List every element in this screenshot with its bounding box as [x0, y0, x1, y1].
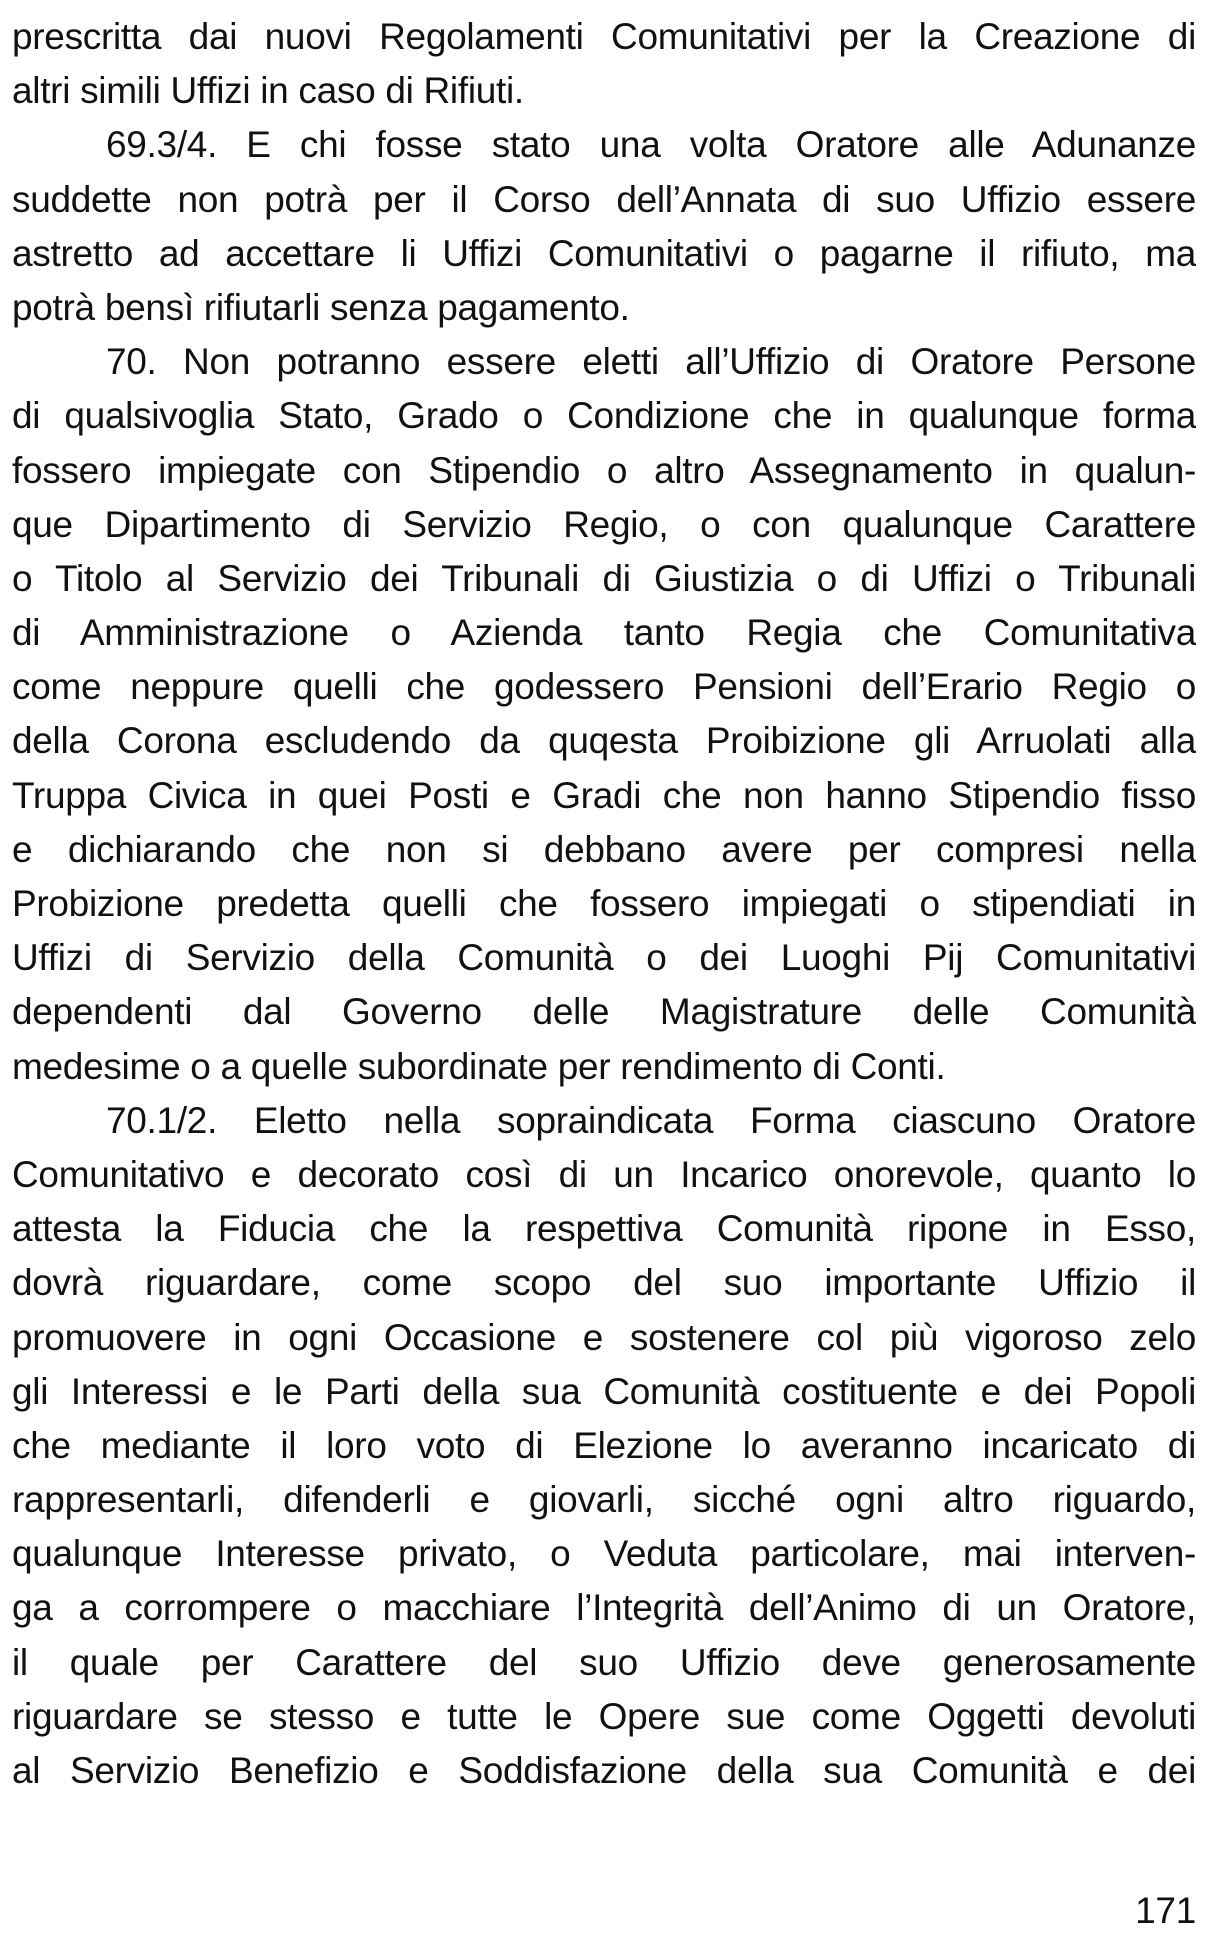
text-line: que Dipartimento di Servizio Regio, o con qualunque Carattere [12, 503, 1196, 545]
text-line: dovrà riguardare, come scopo del suo importante Uffizio il [12, 1262, 1196, 1304]
text-line: al Servizio Benefizio e Soddisfazione della sua Comunità e dei [12, 1750, 1196, 1791]
text-line: di Amministrazione o Azienda tanto Regia che Comunitativa [12, 612, 1196, 654]
text-line: Comunitativo e decorato così di un Incarico onorevole, quanto lo [12, 1153, 1196, 1195]
text-line: qualunque Interesse privato, o Veduta particolare, mai interven- [12, 1533, 1196, 1575]
text-line: il quale per Carattere del suo Uffizio deve generosamente [12, 1641, 1196, 1683]
text-line: prescritta dai nuovi Regolamenti Comunitativi per la Creazione di [12, 16, 1196, 57]
text-line: promuovere in ogni Occasione e sostenere col più vigoroso zelo [12, 1316, 1196, 1358]
paragraph-start-line: 70.1/2. Eletto nella sopraindicata Forma ciascuno Oratore [106, 1099, 1196, 1141]
text-line: fossero impiegate con Stipendio o altro Assegnamento in qualun- [12, 449, 1196, 491]
document-page [12, 10, 1196, 1798]
text-line: di qualsivoglia Stato, Grado o Condizione che in qualunque forma [12, 395, 1196, 437]
text-line: Probizione predetta quelli che fossero impiegati o stipendiati in [12, 883, 1196, 924]
text-line: ga a corrompere o macchiare l’Integrità dell’Animo di un Oratore, [12, 1587, 1196, 1629]
text-line: astretto ad accettare li Uffizi Comunitativi o pagarne il rifiuto, ma [12, 232, 1196, 274]
text-line: Uffizi di Servizio della Comunità o dei Luoghi Pij Comunitativi [12, 937, 1196, 979]
text-line: suddette non potrà per il Corso dell’Annata di suo Uffizio essere [12, 178, 1196, 220]
text-line: Truppa Civica in quei Posti e Gradi che non hanno Stipendio fisso [12, 774, 1196, 816]
text-line: medesime o a quelle subordinate per rendimento di Conti. [12, 1045, 946, 1087]
text-line: o Titolo al Servizio dei Tribunali di Giustizia o di Uffizi o Tribunali [12, 557, 1196, 599]
text-line: come neppure quelli che godessero Pensioni dell’Erario Regio o [12, 666, 1196, 708]
text-line: gli Interessi e le Parti della sua Comunità costituente e dei Popoli [12, 1370, 1196, 1412]
text-line: della Corona escludendo da quqesta Proibizione gli Arruolati alla [12, 720, 1196, 762]
text-line: attesta la Fiducia che la respettiva Comunità ripone in Esso, [12, 1208, 1196, 1250]
text-line: rappresentarli, difenderli e giovarli, sicché ogni altro riguardo, [12, 1479, 1196, 1521]
text-line: riguardare se stesso e tutte le Opere sue come Oggetti devoluti [12, 1695, 1196, 1737]
paragraph-start-line: 69.3/4. E chi fosse stato una volta Oratore alle Adunanze [106, 124, 1196, 166]
text-line: potrà bensì rifiutarli senza pagamento. [12, 286, 630, 328]
paragraph-start-line: 70. Non potranno essere eletti all’Uffizio di Oratore Persone [106, 341, 1196, 383]
page-number: 171 [1135, 1890, 1196, 1931]
text-line: altri simili Uffizi in caso di Rifiuti. [12, 70, 524, 112]
text-line: e dichiarando che non si debbano avere per compresi nella [12, 828, 1196, 870]
text-line: che mediante il loro voto di Elezione lo averanno incaricato di [12, 1424, 1196, 1466]
text-line: dependenti dal Governo delle Magistrature delle Comunità [12, 991, 1196, 1033]
